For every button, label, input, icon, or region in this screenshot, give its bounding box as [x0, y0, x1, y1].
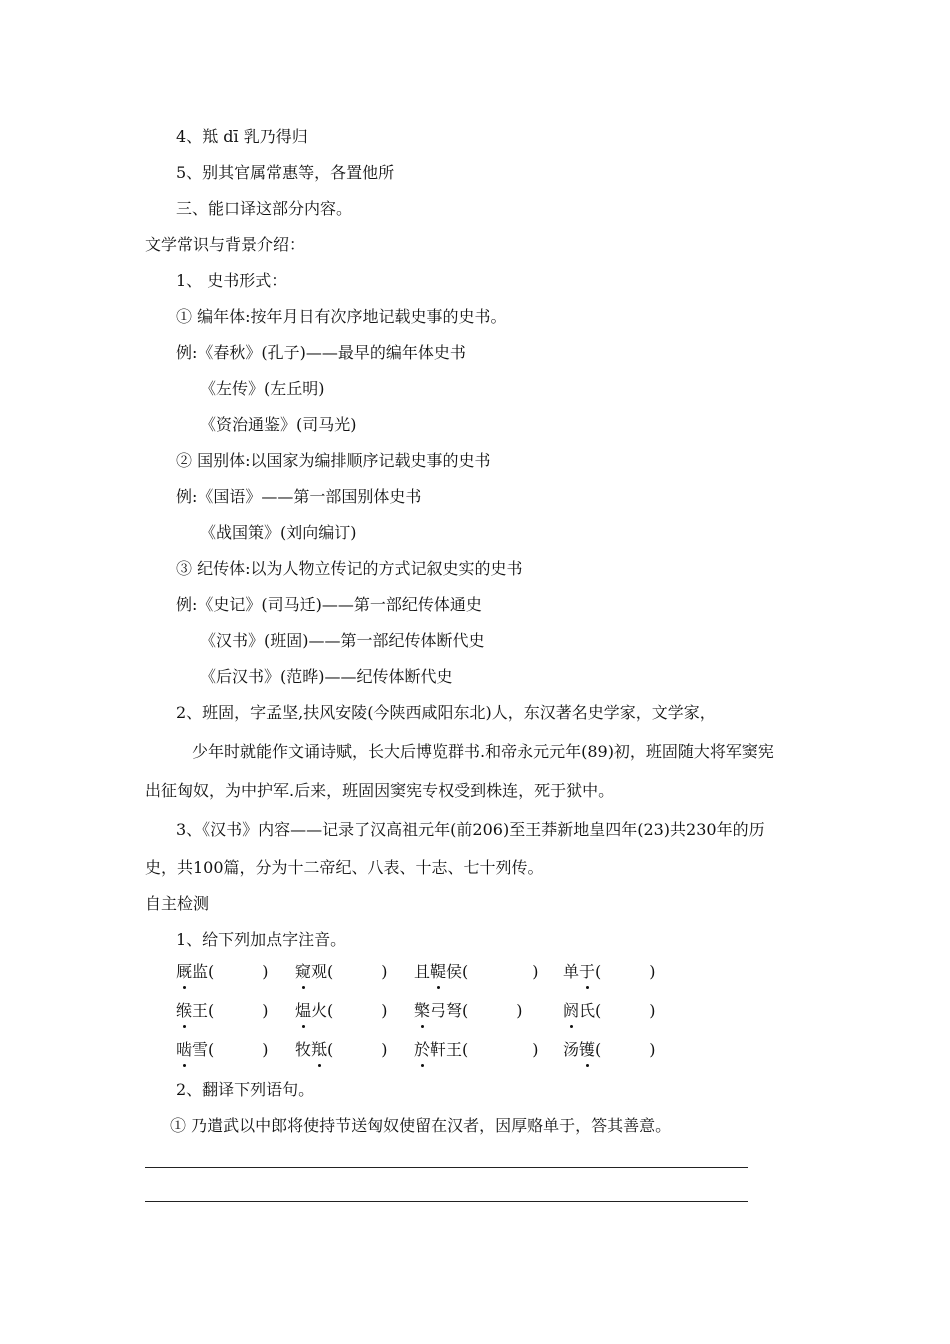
answer-blank[interactable]: ( ) [462, 1040, 539, 1059]
pinyin-item: 窥观( ) [295, 962, 388, 981]
text-line: ① 编年体:按年月日有次序地记载史事的史书。 [176, 307, 507, 326]
pinyin-item: 於靬王( ) [414, 1040, 539, 1059]
text-line: 史，共100篇，分为十二帝纪、八表、十志、七十列传。 [145, 858, 544, 877]
text-line: 例:《国语》——第一部国别体史书 [176, 487, 422, 506]
answer-line[interactable] [145, 1167, 748, 1168]
pinyin-item: 厩监( ) [176, 962, 269, 981]
pinyin-item: 煴火( ) [295, 1001, 388, 1020]
answer-blank[interactable]: ( ) [595, 1001, 656, 1020]
pinyin-item: 檠弓弩( ) [414, 1001, 523, 1020]
text-line: 例:《春秋》(孔子)——最早的编年体史书 [176, 343, 466, 362]
text-line: ③ 纪传体:以为人物立传记的方式记叙史实的史书 [176, 559, 523, 578]
question-line: 2、翻译下列语句。 [176, 1080, 315, 1099]
answer-blank[interactable]: ( ) [462, 1001, 523, 1020]
answer-blank[interactable]: ( ) [208, 1040, 269, 1059]
text-line: 《后汉书》(范晔)——纪传体断代史 [200, 667, 453, 686]
pinyin-item: 且鞮侯( ) [414, 962, 539, 981]
text-line: 例:《史记》(司马迁)——第一部纪传体通史 [176, 595, 482, 614]
text-line: 《资治通鉴》(司马光) [200, 415, 357, 434]
pinyin-item: 汤镬( ) [563, 1040, 656, 1059]
answer-blank[interactable]: ( ) [327, 1040, 388, 1059]
text-line: 4、羝 dī 乳乃得归 [176, 127, 308, 146]
pinyin-item: 缑王( ) [176, 1001, 269, 1020]
question-line: 1、给下列加点字注音。 [176, 930, 347, 949]
text-line: ② 国别体:以国家为编排顺序记载史事的史书 [176, 451, 491, 470]
section-heading: 文学常识与背景介绍： [145, 235, 306, 254]
section-heading: 自主检测 [145, 894, 210, 913]
answer-line[interactable] [145, 1201, 748, 1202]
text-line: 少年时就能作文诵诗赋，长大后博览群书.和帝永元元年(89)初，班固随大将军窦宪 [192, 742, 774, 761]
text-line: 《战国策》(刘向编订) [200, 523, 357, 542]
pinyin-item: 牧羝( ) [295, 1040, 388, 1059]
answer-blank[interactable]: ( ) [595, 962, 656, 981]
answer-blank[interactable]: ( ) [327, 1001, 388, 1020]
text-line: 3、《汉书》内容——记录了汉高祖元年(前206)至王莽新地皇四年(23)共230年的历 [176, 820, 765, 839]
pinyin-item: 啮雪( ) [176, 1040, 269, 1059]
answer-blank[interactable]: ( ) [208, 1001, 269, 1020]
text-line: 2、班固，字孟坚,扶风安陵(今陕西咸阳东北)人，东汉著名史学家，文学家， [176, 703, 716, 722]
text-line: 出征匈奴，为中护军.后来，班固因窦宪专权受到株连，死于狱中。 [145, 781, 615, 800]
text-line: 《汉书》(班固)——第一部纪传体断代史 [200, 631, 485, 650]
text-line: 《左传》(左丘明) [200, 379, 325, 398]
answer-blank[interactable]: ( ) [595, 1040, 656, 1059]
text-line: 5、别其官属常惠等，各置他所 [176, 163, 395, 182]
pinyin-item: 阏氏( ) [563, 1001, 656, 1020]
text-line: 三、能口译这部分内容。 [176, 199, 353, 218]
answer-blank[interactable]: ( ) [208, 962, 269, 981]
answer-blank[interactable]: ( ) [462, 962, 539, 981]
sentence-to-translate: ① 乃遣武以中郎将使持节送匈奴使留在汉者，因厚赂单于，答其善意。 [170, 1116, 672, 1135]
answer-blank[interactable]: ( ) [327, 962, 388, 981]
pinyin-item: 单于( ) [563, 962, 656, 981]
text-line: 1、 史书形式： [176, 271, 288, 290]
